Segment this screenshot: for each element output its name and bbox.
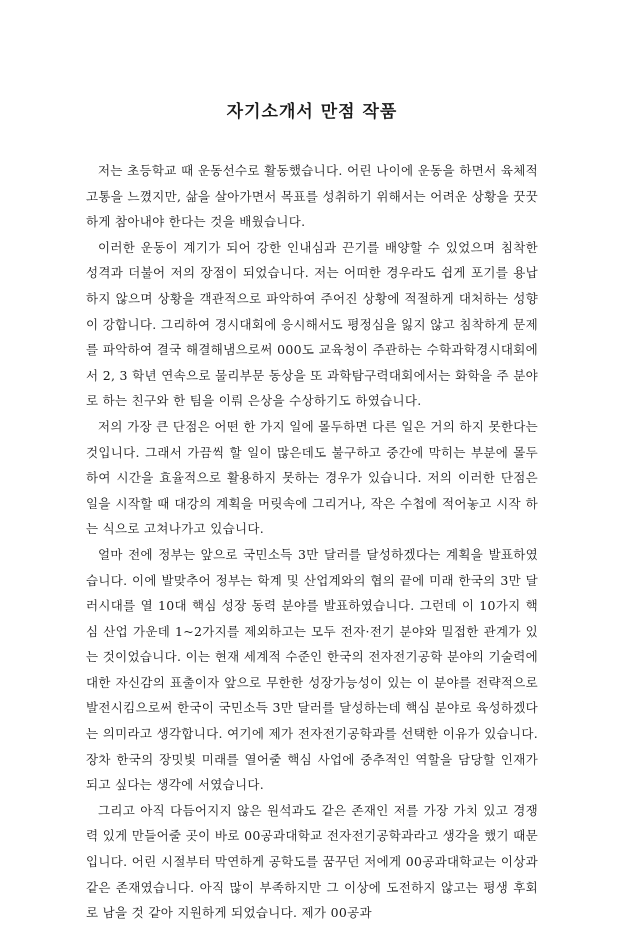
paragraph-strengths: 이러한 운동이 계기가 되어 강한 인내심과 끈기를 배양할 수 있었으며 침착한 성격과 더불어 저의 장점이 되었습니다. 저는 어떠한 경우라도 쉽게 포기를 용납하지 않으며 상황을 객관적으로 파악하여 주어진 상황에 적절하게 대처하는 성향이 강합니다. 그리하여 경시대회에 응시해서도 평정심을 잃지 않고 침착하게 문제를 파악하여 결국 해결해냄으로써 000도 교육청이 주관하는 수학과학경시대회에서 2, 3 학년 연속으로 물리부문 동상을 또 과학탐구력대회에서는 화학을 주 분야로 하는 친구와 한 팀을 이뤄 은상을 수상하기도 하였습니다. [86, 239, 538, 409]
paragraph-application: 그리고 아직 다듬어지지 않은 원석과도 같은 존재인 저를 가장 가치 있고 경쟁력 있게 만들어줄 곳이 바로 00공과대학교 전자전기공학과라고 생각을 했기 때문입니다. 어린 시절부터 막연하게 공학도를 꿈꾸던 저에게 00공과대학교는 이상과 같은 존재였습니다. 아직 많이 부족하지만 그 이상에 도전하지 않고는 평생 후회로 남을 것 같아 지원하게 되었습니다. 제가 00공과 [86, 802, 538, 921]
paragraph-weakness: 저의 가장 큰 단점은 어떤 한 가지 일에 몰두하면 다른 일은 거의 하지 못한다는 것입니다. 그래서 가끔씩 할 일이 많은데도 불구하고 중간에 막히는 부분에 몰두하여 시간을 효율적으로 활용하지 못하는 경우가 있습니다. 저의 이러한 단점은 일을 시작할 때 대강의 계획을 머릿속에 그리거나, 작은 수첩에 적어놓고 시작 하는 식으로 고쳐나가고 있습니다. [86, 418, 538, 537]
document-body [86, 158, 538, 926]
paragraph-motivation: 얼마 전에 정부는 앞으로 국민소득 3만 달러를 달성하겠다는 계획을 발표하였습니다. 이에 발맞추어 정부는 학계 및 산업계와의 협의 끝에 미래 한국의 3만 달러시대를 열 10대 핵심 성장 동력 분야를 발표하였습니다. 그런데 이 10가지 핵심 산업 가운데 1~2가지를 제외하고는 모두 전자·전기 분야와 밀접한 관계가 있는 것이었습니다. 이는 현재 세계적 수준인 한국의 전자전기공학 분야의 기술력에 대한 자신감의 표출이자 앞으로 무한한 성장가능성이 있는 이 분야를 전략적으로 발전시킴으로써 한국이 국민소득 3만 달러를 달성하는데 핵심 분야로 육성하겠다는 의미라고 생각합니다. 여기에 제가 전자전기공학과를 선택한 이유가 있습니다. 장차 한국의 장밋빛 미래를 열어줄 핵심 사업에 중추적인 역할을 담당할 인재가 되고 싶다는 생각에 서였습니다. [86, 546, 538, 793]
document-title: 자기소개서 만점 작품 [226, 102, 398, 122]
paragraph-athletics: 저는 초등학교 때 운동선수로 활동했습니다. 어린 나이에 운동을 하면서 육체적 고통을 느꼈지만, 삶을 살아가면서 목표를 성취하기 위해서는 어려운 상황을 꿋꿋하게 참아내야 한다는 것을 배웠습니다. [86, 163, 538, 230]
